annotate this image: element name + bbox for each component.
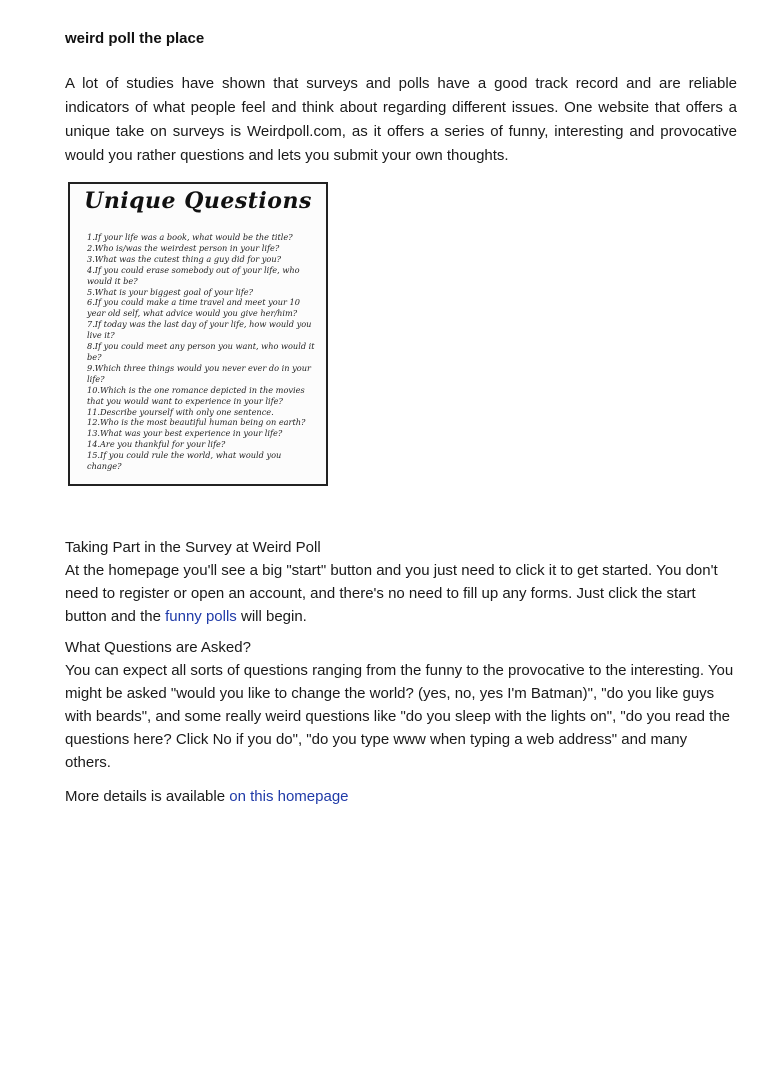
figure-question: 15.If you could rule the world, what would you change? <box>87 450 282 472</box>
figure-question: 12.Who is the most beautiful human being on earth? <box>87 417 306 428</box>
more-details-line <box>65 785 737 808</box>
figure-question: 7.If today was the last day of your life, how would you live it? <box>87 319 312 341</box>
figure-question: 10.Which is the one romance depicted in the movies that you would want to experience in your life? <box>87 384 305 406</box>
unique-questions-image <box>68 182 328 486</box>
figure-question: 5.What is your biggest goal of your life? <box>87 286 254 297</box>
figure-question: 11.Describe yourself with only one sentence. <box>87 406 274 417</box>
figure-question: 8.If you could meet any person you want, who would it be? <box>87 341 315 362</box>
figure-question: 14.Are you thankful for your life? <box>87 439 226 450</box>
figure-question: 4.If you could erase somebody out of your life, who would it be? <box>87 264 300 286</box>
figure-question: 6.If you could make a time travel and meet your 10 year old self, what advice would you give her/him? <box>87 297 300 319</box>
survey-section-heading: Taking Part in the Survey at Weird Poll <box>65 539 321 556</box>
figure-heading: Unique Questions <box>84 188 312 214</box>
more-details-text: More details is available <box>65 788 230 805</box>
homepage-link[interactable]: on this homepage <box>229 788 349 805</box>
figure-question: 1.If your life was a book, what would be the title? <box>87 232 293 242</box>
document-title: weird poll the place <box>65 30 205 47</box>
survey-section <box>65 536 737 628</box>
figure-question: 13.What was your best experience in your life? <box>87 428 283 439</box>
survey-section-text-end: will begin. <box>236 608 307 625</box>
figure-question: 2.Who is/was the weirdest person in your life? <box>87 242 280 253</box>
funny-polls-link[interactable]: funny polls <box>165 608 237 625</box>
survey-section-text: At the homepage you'll see a big "start" button and you just need to click it to get started. You don't need to register or open an account, and there's no need to fill up any forms. Just click the start button and the <box>65 562 718 625</box>
questions-section-heading: What Questions are Asked? <box>65 639 251 656</box>
questions-section-text: You can expect all sorts of questions ranging from the funny to the provocative to the interesting. You might be asked "would you like to change the world? (yes, no, yes I'm Batman)", "do you like guys with beards", and some really weird questions like "do you sleep with the lights on", "do you read the questions here? Click No if you do", "do you type www when typing a web address" and many others. <box>65 662 734 771</box>
figure-question: 9.Which three things would you never ever do in your life? <box>87 362 311 384</box>
figure-question-list <box>87 232 315 472</box>
intro-paragraph: A lot of studies have shown that surveys and polls have a good track record and are reliable indicators of what people feel and think about regarding different issues. One website that offers a unique take on surveys is Weirdpoll.com, as it offers a series of funny, interesting and provocative would you rather questions and lets you submit your own thoughts. <box>65 75 737 164</box>
questions-section <box>65 636 737 774</box>
figure-question: 3.What was the cutest thing a guy did for you? <box>87 253 281 264</box>
